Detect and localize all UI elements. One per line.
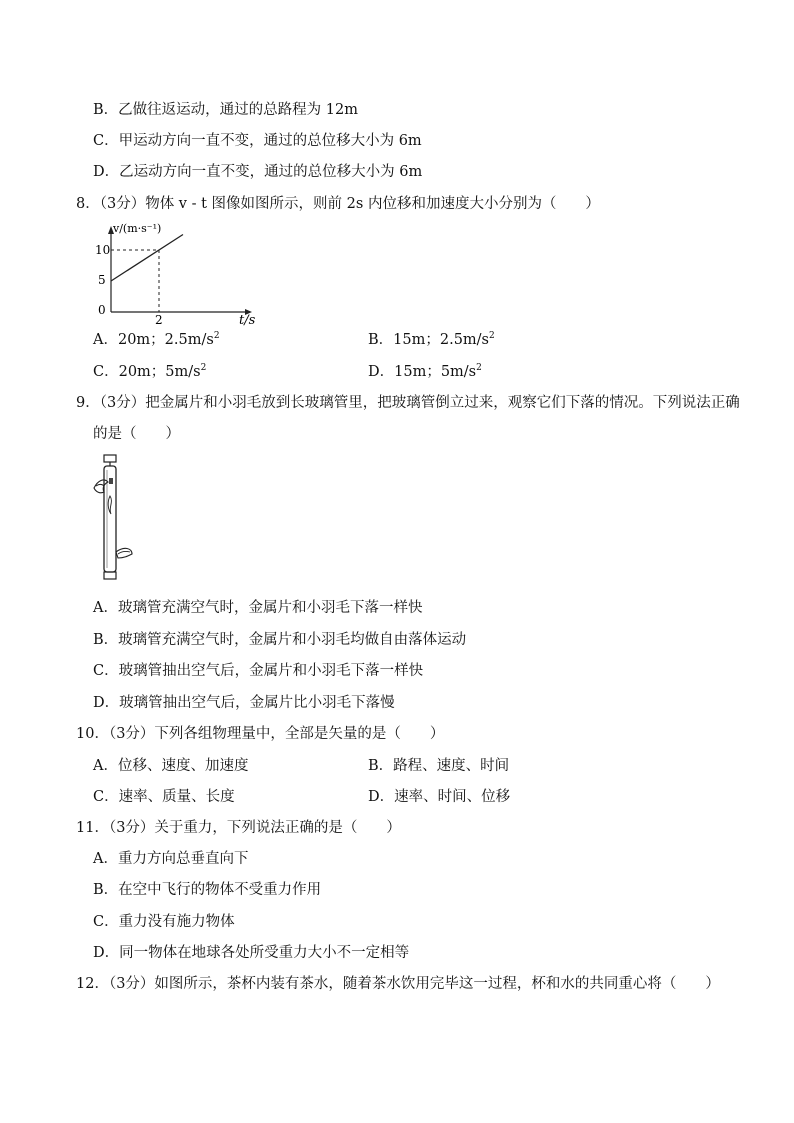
y-tick-5: 5 <box>98 273 106 287</box>
q8-option-b: B．15m；$2.5m/s^2$ <box>368 331 495 348</box>
q10-option-a: A．位移、速度、加速度 <box>93 758 249 774</box>
q8-stem: 8．（3分）物体 v - t 图像如图所示，则前 2s 内位移和加速度大小分别为（ ） <box>76 196 600 212</box>
q10-option-b: B．路程、速度、时间 <box>368 758 510 774</box>
q7-option-c: C．甲运动方向一直不变，通过的总位移大小为 6m <box>93 133 422 149</box>
q11-option-c: C．重力没有施力物体 <box>93 914 235 930</box>
q7-option-b: B．乙做往返运动，通过的总路程为 12m <box>93 102 358 118</box>
q11-option-a: A．重力方向总垂直向下 <box>93 851 249 867</box>
x-tick-2: 2 <box>155 313 163 326</box>
velocity-line <box>111 235 183 282</box>
q9-stem-line1: 9．（3分）把金属片和小羽毛放到长玻璃管里，把玻璃管倒立过来，观察它们下落的情况。下列说法正确 <box>76 395 740 411</box>
q12-stem: 12．（3分）如图所示，茶杯内装有茶水，随着茶水饮用完毕这一过程，杯和水的共同重心将（ ） <box>76 976 720 992</box>
q11-option-b: B．在空中飞行的物体不受重力作用 <box>93 882 322 898</box>
q9-stem-line2: 的是（ ） <box>93 426 180 442</box>
q10-stem: 10．（3分）下列各组物理量中，全部是矢量的是（ ） <box>76 726 445 742</box>
q9-option-d: D．玻璃管抽出空气后，金属片比小羽毛下落慢 <box>93 695 395 711</box>
tube-top-cap <box>104 455 116 462</box>
q10-option-d: D．速率、时间、位移 <box>368 789 511 805</box>
feather <box>108 496 111 514</box>
x-axis-label: t/s <box>239 313 255 326</box>
glass-tube-figure <box>90 452 136 584</box>
upper-hand <box>94 480 108 493</box>
q9-option-c: C．玻璃管抽出空气后，金属片和小羽毛下落一样快 <box>93 663 424 679</box>
q8-option-a: A．20m；$2.5m/s^2$ <box>93 331 220 348</box>
metal-piece <box>109 478 113 484</box>
y-tick-0: 0 <box>98 303 106 317</box>
tube-bottom-cap <box>104 572 116 579</box>
q8-option-c: C．20m；$5m/s^2$ <box>93 363 207 380</box>
y-tick-10: 10 <box>95 243 111 257</box>
q9-option-a: A．玻璃管充满空气时，金属片和小羽毛下落一样快 <box>93 600 423 616</box>
q11-option-d: D．同一物体在地球各处所受重力大小不一定相等 <box>93 945 410 961</box>
q10-option-c: C．速率、质量、长度 <box>93 789 235 805</box>
vt-graph <box>95 222 255 326</box>
q8-option-d: D．15m；$5m/s^2$ <box>368 363 482 380</box>
q11-stem: 11．（3分）关于重力，下列说法正确的是（ ） <box>76 820 401 836</box>
q9-option-b: B．玻璃管充满空气时，金属片和小羽毛均做自由落体运动 <box>93 632 467 648</box>
q7-option-d: D．乙运动方向一直不变，通过的总位移大小为 6m <box>93 164 423 180</box>
y-axis-label: v/(m·s⁻¹) <box>113 222 162 235</box>
